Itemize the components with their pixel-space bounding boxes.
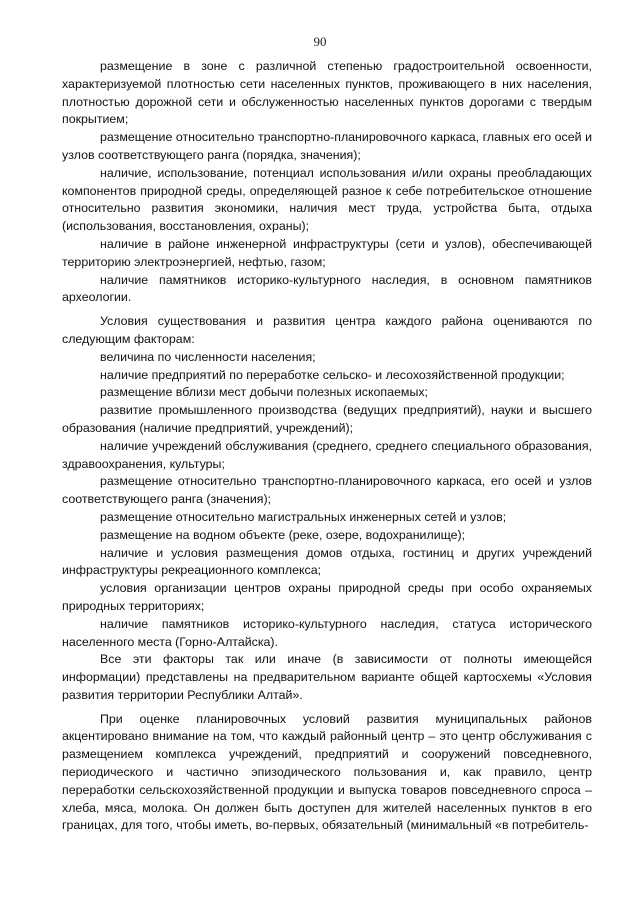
- paragraph: размещение относительно транспортно-планировочного каркаса, главных его осей и узлов соответствующего ранга (порядка, значения);: [62, 130, 592, 162]
- paragraph: наличие памятников историко-культурного наследия, статуса исторического населенного места (Горно-Алтайска).: [62, 616, 592, 649]
- paragraph: наличие предприятий по переработке сельско- и лесохозяйственной продукции;: [100, 367, 565, 382]
- paragraph: наличие, использование, потенциал использования и/или охраны преобладающих компонентов природной среды, определяющей разное к себе потребительское отношение относительно развития экономики, наличия мест труда, устройства быта, отдыха (использования, восстановления, охраны);: [62, 165, 592, 234]
- paragraph: Все эти факторы так или иначе (в зависимости от полноты имеющейся информации) представлены на предварительном варианте общей картосхемы «Условия развития территории Республики Алтай».: [62, 652, 592, 702]
- paragraph: условия организации центров охраны природной среды при особо охраняемых природных территориях;: [62, 581, 592, 613]
- paragraph: размещение относительно транспортно-планировочного каркаса, его осей и узлов соответствующего ранга (значения);: [62, 474, 592, 507]
- paragraph: наличие памятников историко-культурного наследия, в основном памятников археологии.: [62, 272, 592, 305]
- paragraph: Условия существования и развития центра каждого района оцениваются по следующим факторам:: [62, 314, 592, 346]
- paragraph: наличие и условия размещения домов отдыха, гостиниц и других учреждений инфраструктуры рекреационного комплекса;: [62, 545, 592, 578]
- paragraph: размещение в зоне с различной степенью градостроительной освоенности, характеризуемой плотностью сети населенных пунктов, проживающего в них населения, плотностью дорожной сети и обслуженностью населенных пунктов дорогами с твердым покрытием;: [62, 59, 592, 127]
- paragraph: При оценке планировочных условий развития муниципальных районов акцентировано внимание на том, что каждый районный центр – это центр обслуживания с размещением комплекса учреждений, предприятий и сооружений повседневного, периодического и частично эпизодического пользования и, как правило, центр переработки сельскохозяйственной продукции и выпуска товаров повседневного спроса – хлеба, мяса, молока. Он должен быть доступен для жителей населенных пунктов в его границах, для того, чтобы иметь, во-первых, обязательный (минимальный «в потребитель-: [62, 711, 592, 833]
- paragraph: размещение на водном объекте (реке, озере, водохранилище);: [100, 527, 466, 542]
- document-body: [62, 58, 592, 835]
- paragraph: наличие учреждений обслуживания (среднего, среднего специального образования, здравоохранения, культуры;: [62, 438, 592, 471]
- paragraph: развитие промышленного производства (ведущих предприятий), науки и высшего образования (наличие предприятий, учреждений);: [62, 403, 592, 435]
- paragraph: размещение вблизи мест добычи полезных ископаемых;: [100, 385, 428, 400]
- page-number: 90: [313, 34, 327, 49]
- paragraph: наличие в районе инженерной инфраструктуры (сети и узлов), обеспечивающей территорию электроэнергией, нефтью, газом;: [62, 236, 592, 269]
- paragraph: величина по численности населения;: [100, 349, 316, 364]
- paragraph: размещение относительно магистральных инженерных сетей и узлов;: [100, 509, 507, 524]
